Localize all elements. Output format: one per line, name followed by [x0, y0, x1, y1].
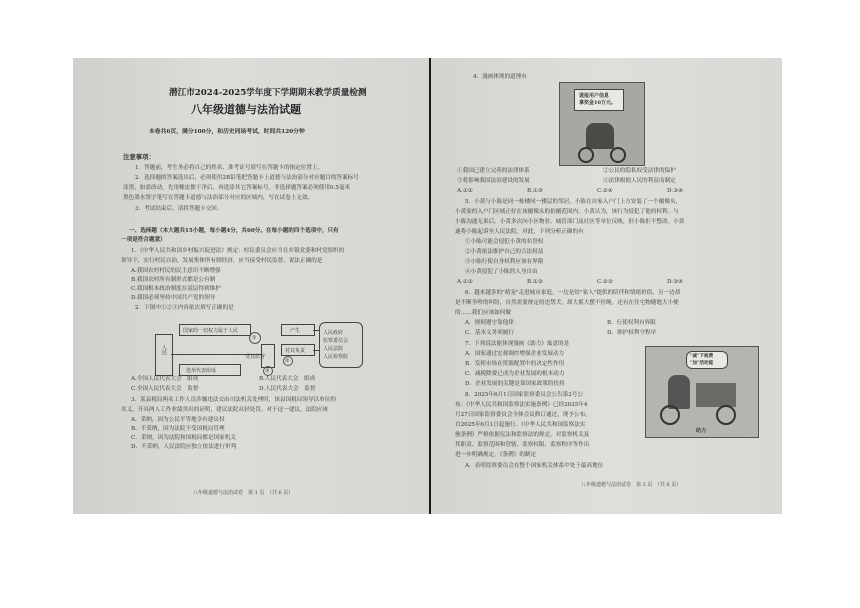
cartoon-sign-text: 谎报用户信息 拿奖金10万元。 [579, 93, 616, 106]
cartoon-wheel [610, 147, 626, 163]
question-3-stem: 名义，开具两人工作业绩突出的证明，建议法院从轻处罚。对于这一建议，法院应该 [121, 407, 328, 413]
question-4-option: D.③④ [667, 188, 684, 194]
cartoon-speech-text: "减"下税费 "加"活动能 [690, 354, 714, 366]
question-5-stem: 5．小黄与小陈是同一栋楼同一楼层的邻居，小陈在自家入户门上方安装了一个摄像头， [465, 199, 682, 205]
diagram-circle-1 [249, 332, 261, 344]
cartoon-wheel [578, 147, 594, 163]
question-3-option: B．不采纳，因为法院不受国税局管理 [131, 426, 225, 432]
section-subheading: 一项是符合题意） [121, 237, 166, 243]
question-4-option: B.①③ [527, 188, 543, 194]
diagram-people-box [155, 334, 173, 376]
cartoon-cyclist [668, 375, 690, 409]
question-2-option: A.全国人民代表大会 组成 [131, 376, 199, 382]
question-3-option: A．采纳，因为公民平等地享有建议权 [131, 417, 225, 423]
question-4-option: A.①② [457, 188, 473, 194]
exam-page-1 [73, 58, 429, 514]
page-footer: 八年级道德与法治试卷 第 1 页 （共 6 页） [193, 490, 294, 496]
question-5-option: D.③④ [667, 279, 684, 285]
diagram-circle-1-label: ① [252, 335, 257, 341]
question-6-option: A．规则遵守靠他律 [465, 320, 514, 326]
diagram-responsible-label: 对其负责 [285, 348, 306, 354]
question-5-option: B.①③ [527, 279, 543, 285]
diagram-people-label: 人民 [161, 345, 167, 355]
exam-paper-photo [73, 58, 782, 514]
question-8-stem: 施条例》严格依据宪法和监察法的规定，对监察机关及 [455, 432, 590, 438]
diagram-supervise-label: 受其监督 [245, 354, 266, 360]
question-8-stem: 自2025年6月1日起施行。《中华人民共和国监察法实 [455, 422, 586, 428]
note-line: 3．考试结束后，请将答题卡交回。 [135, 206, 223, 212]
question-7-option: B．发挥市场在资源配置中的决定性作用 [465, 361, 565, 367]
diagram-produce-box [281, 324, 315, 336]
question-4-item: ②公民的隐私权受法律的保护 [603, 168, 676, 174]
exam-title: 潜江市2024-2025学年度下学期期末教学质量检测 [169, 88, 367, 98]
cartoon-wheel [660, 405, 680, 425]
question-4-item: ①我国已建立完善的法律体系 [457, 168, 530, 174]
question-7-cartoon [645, 346, 759, 438]
question-8-stem: 布：《中华人民共和国监察法实施条例》已经2025年4 [455, 402, 588, 408]
question-4-stem: 4．漫画体现的道理有 [473, 74, 527, 80]
question-5-stem: 遂将小陈起诉至人民法院。对此，下列分析正确的有 [455, 229, 584, 235]
question-1-option: C.我国根本政治制度在基层得到维护 [131, 286, 221, 292]
notes-heading: 注意事项： [123, 153, 155, 161]
question-7-stem: 7．下列说法能体现漫画《助力》寓意的是 [465, 341, 570, 347]
exam-subject-title: 八年级道德与法治试题 [191, 103, 301, 116]
diagram-bottom-box [179, 364, 241, 376]
cartoon-cart [696, 383, 736, 407]
question-2-stem: 2．下图中①②③内容依次填写正确的是 [135, 305, 234, 311]
question-1-option: B.我国农村所有制形式都是公有制 [131, 277, 216, 283]
question-8-stem: 8．2025年6月1日国家监察委员会公告第2号公 [465, 392, 583, 398]
question-6-stem: 6．越来越多的"萌宠"走进城市家庭，一边是给"家人"提供的陪伴和情绪价值，另一边却 [465, 290, 681, 296]
question-3-option: C．采纳，因为法院和国税局都是国家机关 [131, 435, 236, 441]
question-8-option: A．表明监察委员会在整个国家机关体系中处于最高地位 [465, 463, 604, 469]
diagram-circle-3 [263, 366, 273, 376]
question-4-cartoon [559, 82, 645, 166]
question-6-stem: 的……我们应该如何做 [455, 310, 511, 316]
question-4-option: C.②④ [597, 188, 613, 194]
note-line: 1．答题前，考生务必将自己的姓名、准考证号填写在答题卡的指定位置上。 [135, 165, 324, 171]
question-5-item: ④小黄侵犯了小陈的人身自由 [465, 269, 538, 275]
question-3-stem: 3．某县税局两名工作人员涉嫌违法交由司法机关处理时，该县国税局领导以单位的 [131, 397, 336, 403]
question-5-item: ③小陈行使自身权利应该有界限 [465, 259, 544, 265]
cartoon-sign [574, 89, 624, 111]
question-7-option: A．国家通过宏观调控增强企业发展动力 [465, 351, 565, 357]
cartoon-speech-bubble [686, 351, 728, 369]
question-6-option: B．行使权利有界限 [607, 320, 656, 326]
question-7-option: C．减税降费已成为企业发展的根本动力 [465, 371, 565, 377]
exam-info: 本卷共6页，满分100分，和历史同场考试，时间共120分钟 [149, 129, 305, 135]
question-1-stem: 领导下，实行村民自治，发展集体所有制经济，应当接受村民监督。说法正确的是 [121, 258, 323, 264]
question-5-option: A.①② [457, 279, 473, 285]
question-5-stem: 小陈沟通无果后，小黄多次向小区物业、城管部门及社区等单位反映，但小陈拒不整改。小黄 [455, 219, 685, 225]
note-line: 2．选择题的答案选出后，必须使用2B铅笔把答题卡上道德与法治部分对应题目的答案标号 [135, 175, 359, 181]
diagram-responsible-box [281, 344, 315, 356]
question-6-stem: 是不断争吵的纠纷，自然需要规定的违禁犬，却大摇大摆不拴绳，还有在住宅物随地大小便 [455, 300, 679, 306]
section-heading: 一、选择题（本大题共15小题，每小题4分，共60分。在每小题的四个选项中，只有 [129, 228, 339, 234]
note-line: 黑色墨水签字笔写在答题卡道德与法治部分对应的区域内，写在试卷上无效。 [123, 195, 314, 201]
page-footer: 八年级道德与法治试卷 第 2 页 （共 6 页） [581, 482, 682, 488]
question-8-stem: 其职责、监察范围和管辖、监察权限、监察程序等作出 [455, 442, 590, 448]
question-6-option: C．基本义务须履行 [465, 330, 515, 336]
question-1-stem: 1．《中华人民共和国乡村振兴促进法》规定：村民委员会应当在乡镇党委和村党组织的 [131, 248, 345, 254]
cartoon-title: 助力 [696, 428, 707, 434]
question-1-option: A.我国农村村民的民主意识不断增强 [131, 268, 221, 274]
exam-page-2 [431, 58, 782, 514]
diagram-bottom-label: 选举代表组成 [186, 368, 217, 374]
cartoon-figure [586, 123, 614, 149]
diagram-produce-label: 产生 [290, 328, 301, 334]
question-2-option: C.全国人民代表大会 监督 [131, 386, 199, 392]
question-5-item: ②小黄依法维护自己的合法权益 [465, 249, 544, 255]
diagram-state-organs-box [319, 322, 363, 368]
question-2-option: D.人民代表大会 监督 [259, 386, 316, 392]
question-3-option: D．不采纳，人民法院应独立依法进行审判 [131, 444, 237, 450]
question-7-option: D．企业发展的关键是靠国家政策的扶持 [465, 381, 565, 387]
note-line: 涂黑，如需改动，先用橡皮擦干净后，再选涂其它答案标号。非选择题答案必须使用0.5毫米 [123, 185, 351, 191]
diagram-circle-2 [283, 356, 293, 366]
question-5-item: ①小陈可能会侵犯小黄的名誉权 [465, 239, 544, 245]
diagram-arrow [313, 330, 319, 331]
question-4-item: ③将影响我国法治建设的发展 [457, 178, 530, 184]
question-1-option: D.我国必须坚持中国共产党的领导 [131, 295, 216, 301]
diagram-top-label: 国家的一切权力属于人民 [183, 328, 239, 334]
diagram-arrow [313, 350, 319, 351]
diagram-circle-2-label: ② [285, 358, 290, 364]
question-4-item: ④法律根据人民的利益而制定 [603, 178, 676, 184]
question-8-stem: 月27日国家监察委员会全体会议修订通过，现予公布， [455, 412, 591, 418]
question-8-stem: 进一步明确规定。《条例》的制定 [455, 452, 537, 458]
diagram-top-box [179, 324, 251, 336]
diagram-state-organs-label: 人民政府 监察委员会 人民法院 人民检察院 [323, 330, 349, 360]
question-2-option: B.人民代表大会 组成 [259, 376, 316, 382]
cartoon-wheel [716, 405, 736, 425]
question-6-option: D．维护权利守程序 [607, 330, 657, 336]
question-5-option: C.②③ [597, 279, 613, 285]
question-5-stem: 小黄家的入户门区域正好在该摄像头的拍摄范围内。小黄认为，该行为侵犯了他的权利。与 [455, 209, 679, 215]
diagram-circle-3-label: ③ [265, 368, 270, 374]
